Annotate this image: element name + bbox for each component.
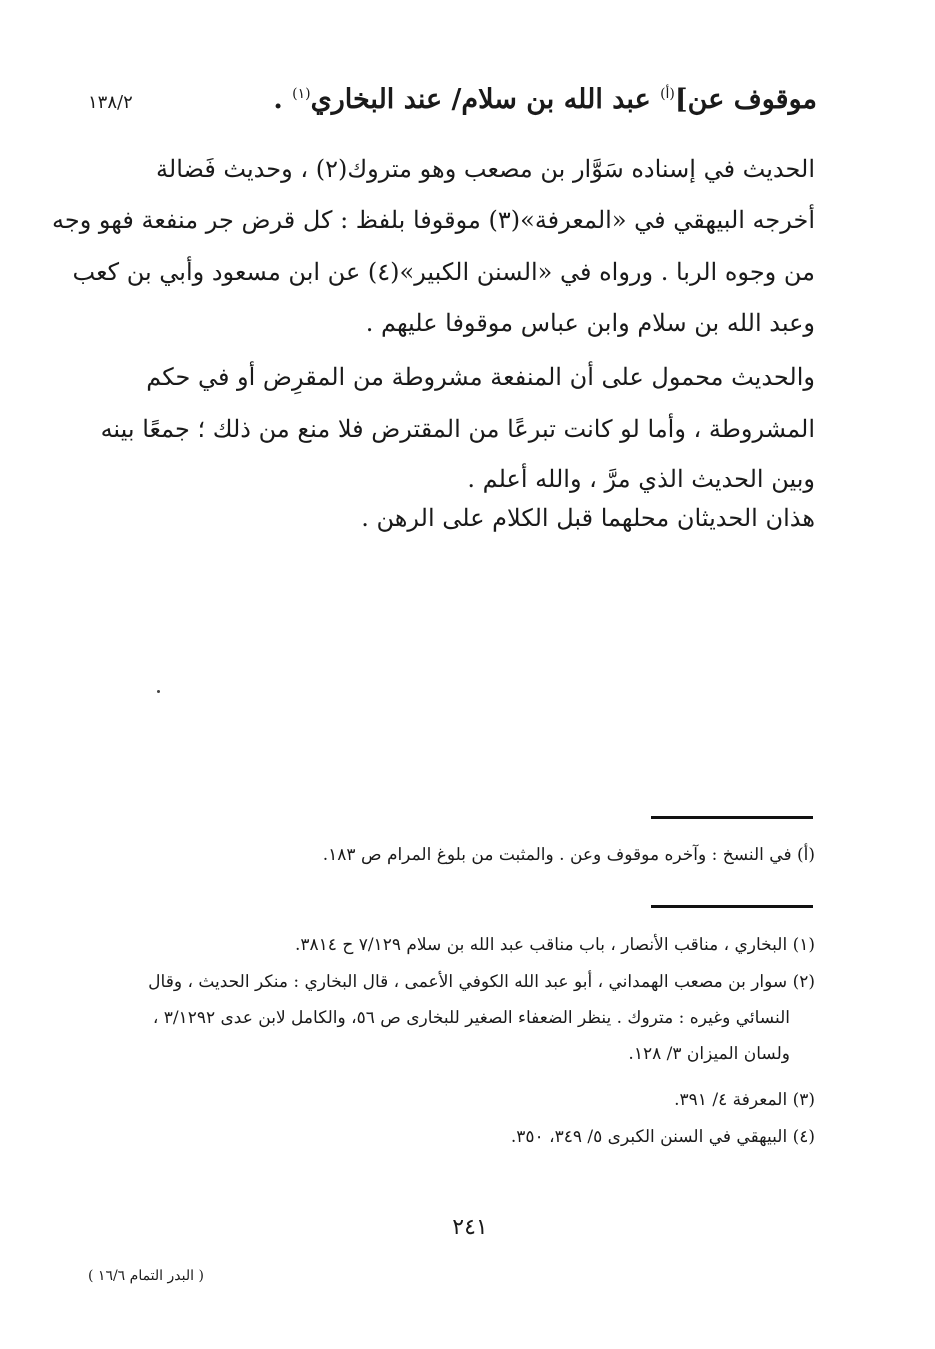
body-line: وعبد الله بن سلام وابن عباس موقوفا عليهم . (365, 309, 815, 337)
scan-speck (157, 690, 160, 693)
body-line: من وجوه الربا . ورواه في «السنن الكبير»(٤) عن ابن مسعود وأبي بن كعب (72, 258, 815, 286)
body-line: أخرجه البيهقي في «المعرفة»(٣) موقوفا بلفظ : كل قرض جر منفعة فهو وجه (51, 206, 815, 234)
footnote-1: (١) البخاري ، مناقب الأنصار ، باب مناقب عبد الله بن سلام ٧/١٢٩ ح ٣٨١٤. (294, 935, 815, 955)
body-line: والحديث محمول على أن المنفعة مشروطة من المقرِض أو في حكم (146, 363, 815, 391)
footnote-2-continuation: النسائي وغيره : متروك . ينظر الضعفاء الصغير للبخارى ص ٥٦، والكامل لابن عدى ٣/١٢٩٢ ، (152, 1008, 790, 1028)
heading-end: . (273, 84, 293, 115)
signature-mark: ( البدر التمام ١٦/٦ ) (88, 1268, 204, 1284)
heading-text-after: عبد الله بن سلام/ عند البخاري (310, 84, 661, 115)
footnote-3: (٣) المعرفة ٤/ ٣٩١. (674, 1090, 815, 1110)
section-heading (117, 84, 817, 115)
footnote-4: (٤) البيهقي في السنن الكبرى ٥/ ٣٤٩، ٣٥٠. (510, 1127, 815, 1147)
page-number: ٢٤١ (452, 1215, 488, 1240)
footnote-2-continuation: ولسان الميزان ٣/ ١٢٨. (628, 1044, 790, 1064)
footnote-marker-a: (أ) (660, 86, 675, 102)
footnote-2: (٢) سوار بن مصعب الهمداني ، أبو عبد الله الكوفي الأعمى ، قال البخاري : منكر الحديث ، وقال (148, 972, 815, 992)
heading-text-before: موقوف عن] (674, 84, 817, 115)
body-line: المشروطة ، وأما لو كانت تبرعًا من المقترض فلا منع من ذلك ؛ جمعًا بينه (100, 415, 815, 443)
body-line: الحديث في إسناده سَوَّار بن مصعب وهو متروك(٢) ، وحديث فَضالة (156, 155, 815, 183)
footnote-divider (651, 816, 813, 819)
body-line: وبين الحديث الذي مرَّ ، والله أعلم . (467, 465, 815, 493)
variant-note: (أ) في النسخ : وآخره موقوف وعن . والمثبت من بلوغ المرام ص ١٨٣. (322, 845, 815, 865)
footnote-marker-1: (١) (292, 86, 311, 102)
footnote-divider (651, 905, 813, 908)
margin-reference: ١٣٨/٢ (88, 92, 133, 113)
body-line: هذان الحديثان محلهما قبل الكلام على الرهن . (361, 504, 815, 532)
